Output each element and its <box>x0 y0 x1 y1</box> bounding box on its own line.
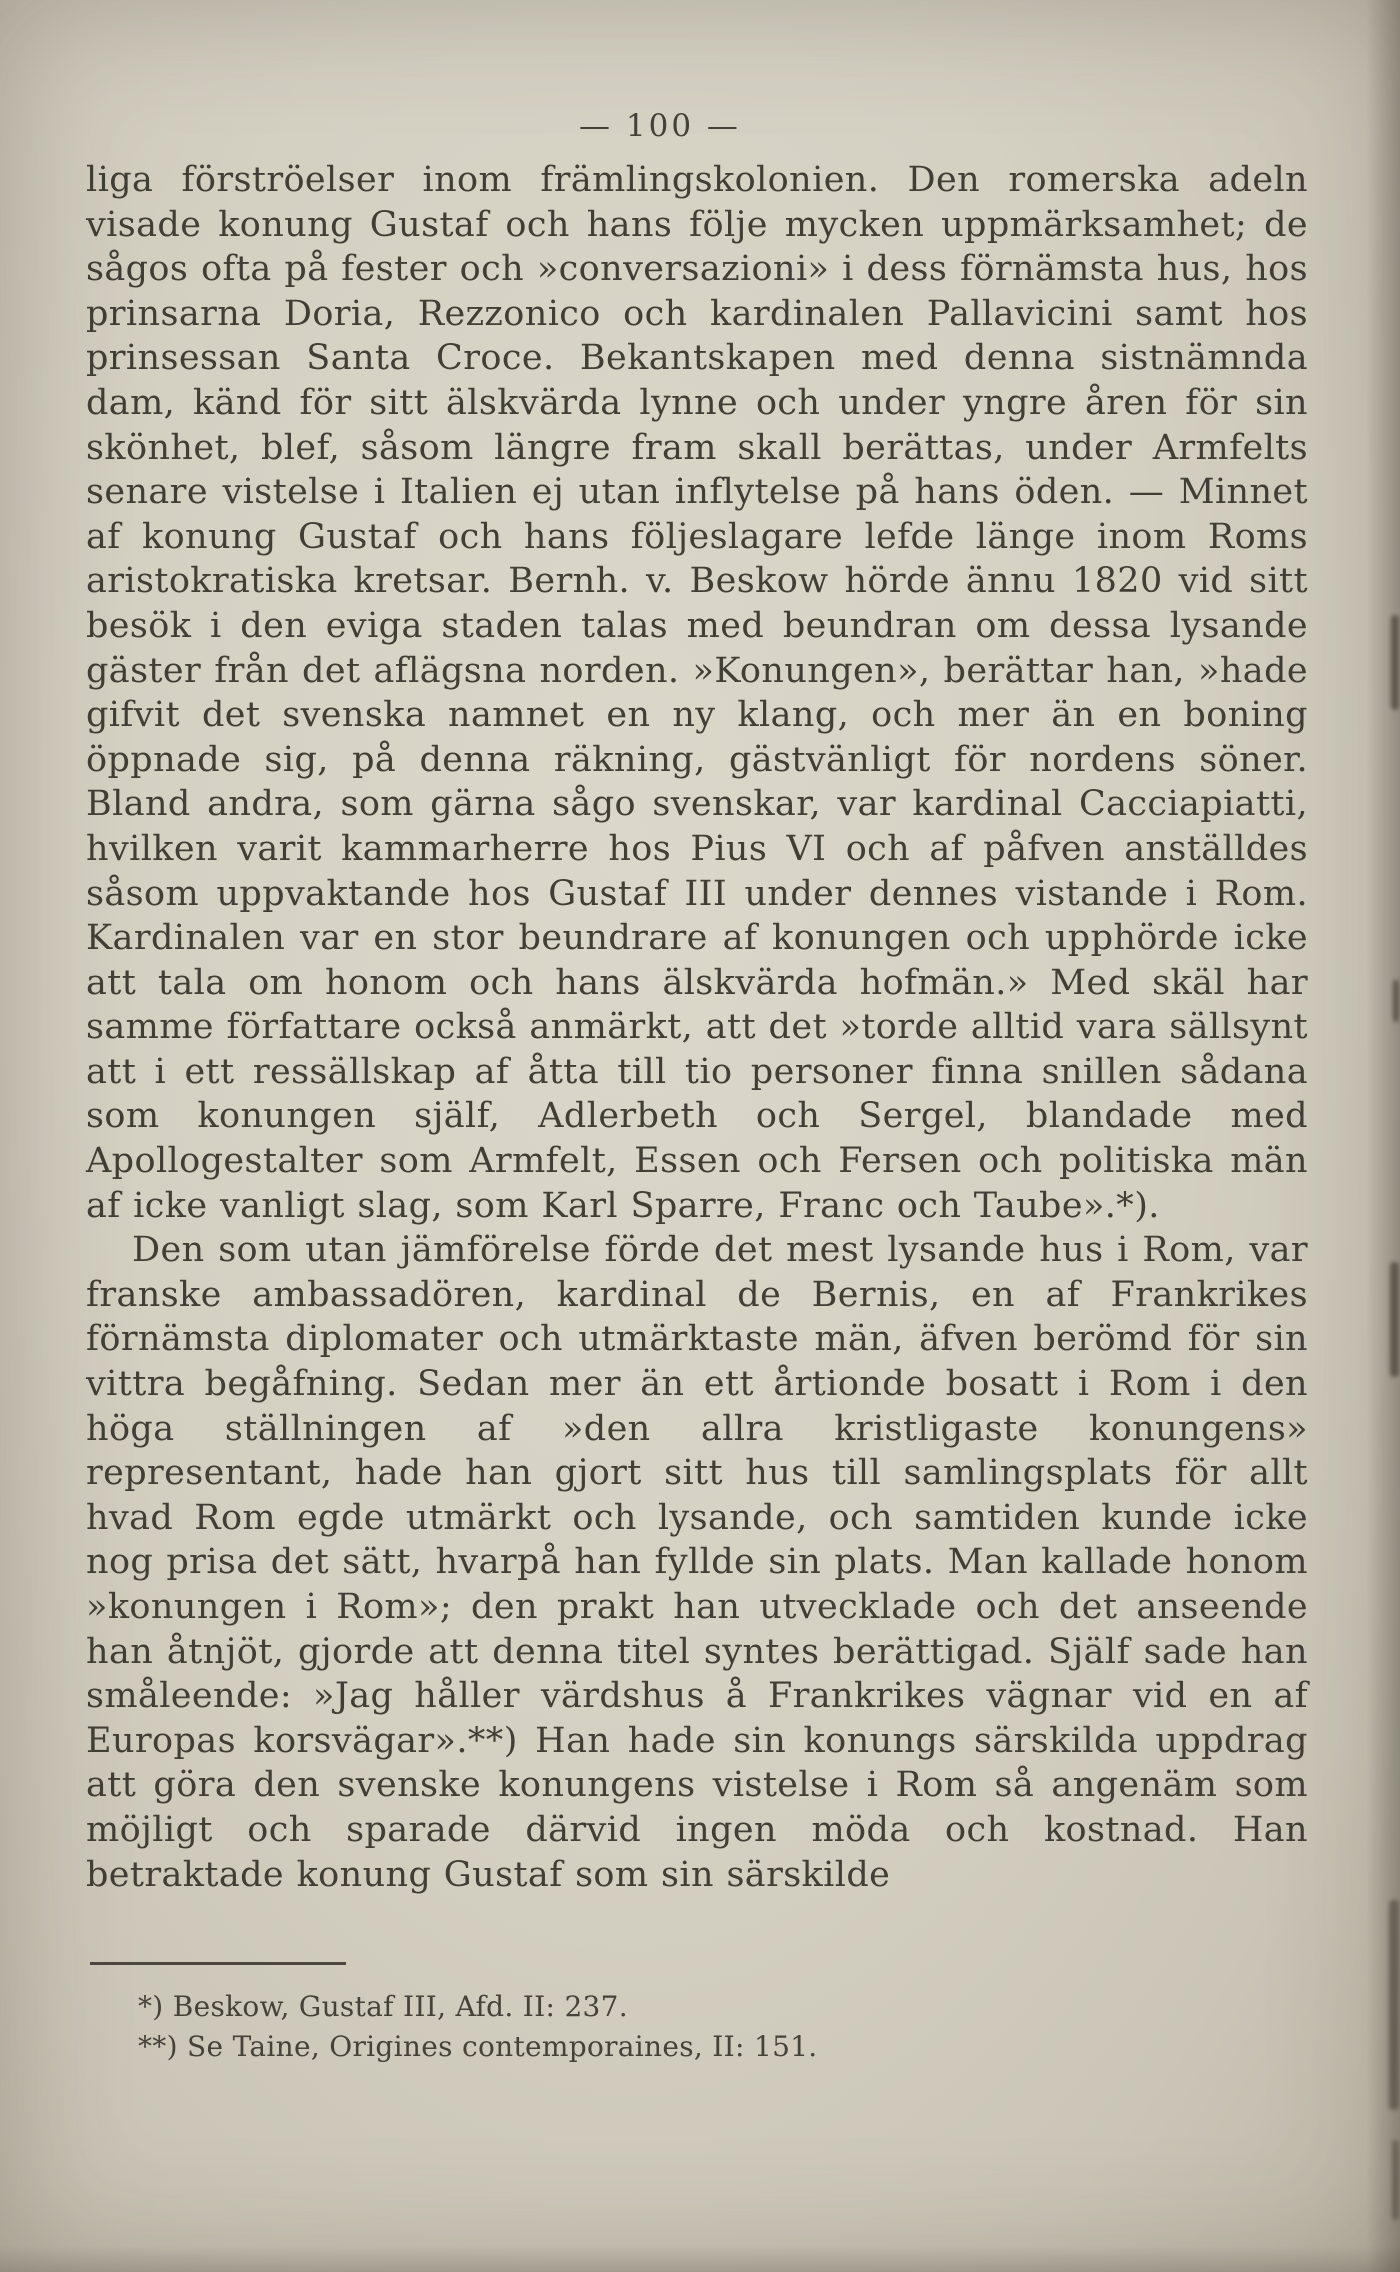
footnote-section <box>86 1962 1186 2067</box>
footnote: **) Se Taine, Origines contemporaines, II: 151. <box>138 2030 818 2063</box>
body-text <box>86 158 1308 1897</box>
footnote-rule <box>90 1962 346 1965</box>
paragraph: Den som utan jämförelse förde det mest lysande hus i Rom, var franske ambassadören, kardinal de Bernis, en af Frankrikes förnämsta diplomater och utmärktaste män, äfven berömd för sin vittra begåfning. Sedan mer än ett årtionde bosatt i Rom i den höga ställningen af »den allra kristligaste konungens» representant, hade han gjort sitt hus till samlingsplats för allt hvad Rom egde utmärkt och lysande, och samtiden kunde icke nog prisa det sätt, hvarpå han fyllde sin plats. Man kallade honom »konungen i Rom»; den prakt han utvecklade och det anseende han åtnjöt, gjorde att denna titel syntes berättigad. Själf sade han småleende: »Jag håller värdshus å Frankrikes vägnar vid en af Europas korsvägar».**) Han hade sin konungs särskilda uppdrag att göra den svenske konungens vistelse i Rom så angenäm som möjligt och sparade därvid ingen möda och kostnad. Han betraktade konung Gustaf som sin särskilde <box>86 1230 1308 1895</box>
footnote: *) Beskow, Gustaf III, Afd. II: 237. <box>138 1990 628 2023</box>
page-edge-shadow <box>1366 0 1400 2272</box>
paragraph: liga förströelser inom främlingskolonien. Den romerska adeln visade konung Gustaf och hans följe mycken uppmärksamhet; de sågos ofta på fester och »conversazioni» i dess förnämsta hus, hos prinsarna Doria, Rezzonico och kardinalen Pallavicini samt hos prinsessan Santa Croce. Bekantskapen med denna sistnämnda dam, känd för sitt älskvärda lynne och under yngre åren för sin skönhet, blef, såsom längre fram skall berättas, under Armfelts senare vistelse i Italien ej utan inflytelse på hans öden. — Minnet af konung Gustaf och hans följeslagare lefde länge inom Roms aristokratiska kretsar. Bernh. v. Beskow hörde ännu 1820 vid sitt besök i den eviga staden talas med beundran om dessa lysande gäster från det aflägsna norden. »Konungen», berättar han, »hade gifvit det svenska namnet en ny klang, och mer än en boning öppnade sig, på denna räkning, gästvänligt för nordens söner. Bland andra, som gärna sågo svenskar, var kardinal Cacciapiatti, hvilken varit kammarherre hos Pius VI och af påfven anställdes såsom uppvaktande hos Gustaf III under dennes vistande i Rom. Kardinalen var en stor beundrare af konungen och upphörde icke att tala om honom och hans älskvärda hofmän.» Med skäl har samme författare också anmärkt, att det »torde alltid vara sällsynt att i ett ressällskap af åtta till tio personer finna snillen sådana som konungen själf, Adlerbeth och Sergel, blandade med Apollogestalter som Armfelt, Essen och Fersen och politiska män af icke vanligt slag, som Karl Sparre, Franc och Taube».*). <box>86 160 1308 1226</box>
page-edge-shadow <box>0 2246 1400 2272</box>
page-number: — 100 — <box>579 108 741 144</box>
